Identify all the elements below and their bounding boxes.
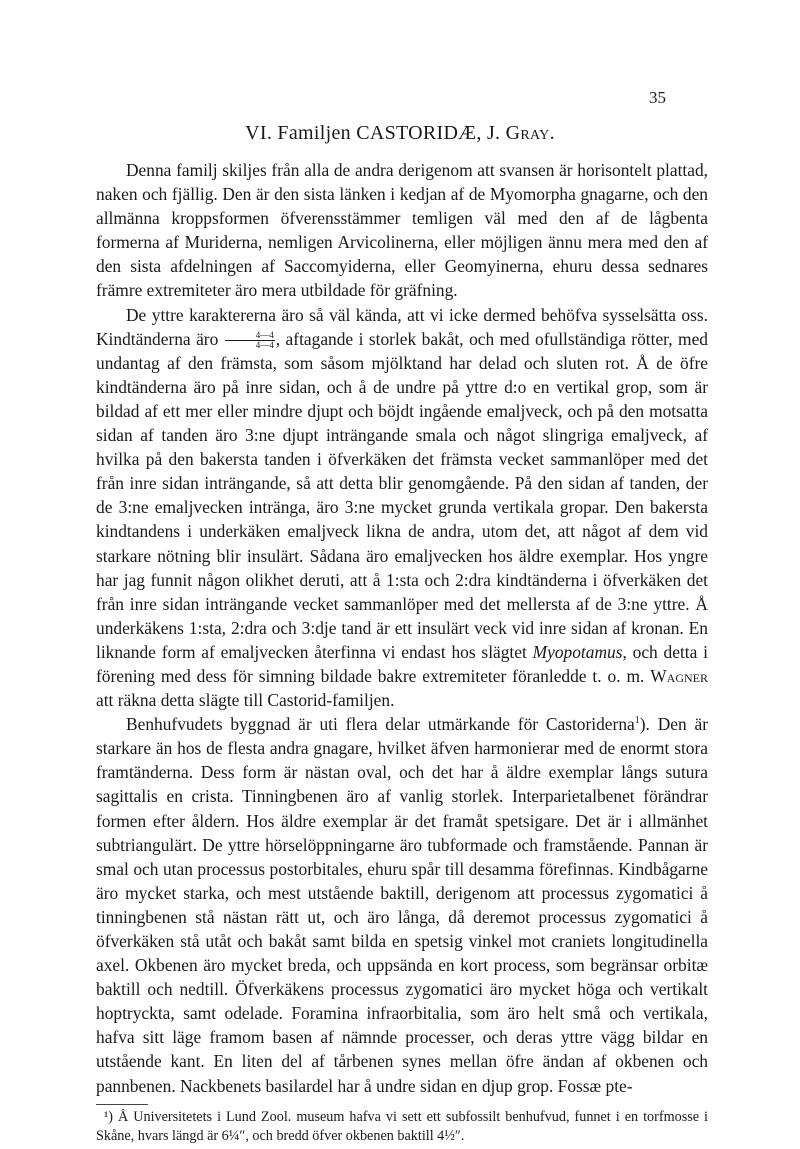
footnote-reference: 1 [634, 715, 640, 727]
fraction-denominator: 4—4 [255, 340, 274, 351]
page-number: 35 [649, 88, 666, 107]
footnote [96, 1108, 708, 1145]
paragraph-1: Denna familj skiljes från alla de andra derigenom att svansen är horisontelt plattad, naken och fjällig. Den är den sista länken i kedjan af de Myomorpha gnagarne, och den allmänna kroppsformen öfverensstämmer temligen väl med den af de lågbenta formerna af Muriderna, nemligen Arvicolinerna, eller möjligen ännu mera med den af den sista afdelningen af Saccomyiderna, eller Geomyinerna, ehuru dessa sednares främre extremiteter äro mera utbildade för gräfning. [96, 160, 708, 301]
section-heading-author: Gray. [505, 122, 555, 144]
author-name-wagner: Wagner [650, 665, 708, 686]
paragraph-3-text-b: ). Den är starkare än hos de flesta andra gnagare, hvilket äfven harmonierar med de enormt stora framtänderna. Dess form är nästan oval, och det har å äldre exemplar långs sutura sagittalis en crista. Tinningbenen äro af vanlig storlek. Interparietalbenet förändrar formen efter åldern. Hos äldre exemplar är det framåt spetsigare. Det är i allmänhet subtriangulärt. De yttre hörselöppningarne äro tubformade och framstående. Pannan är smal och utan processus postorbitales, ehuru spår till desamma förefinnas. Kindbågarne äro mycket starka, och mest utstående baktill, derigenom att processus zygomatici å tinningbenen stå nästan rätt ut, och äro långa, då deremot processus zygomatici å öfverkäken stå utåt och bakåt samt bilda en spetsig vinkel mot craniets longitudinella axel. Okbenen äro mycket breda, och uppsända en kort process, som begränsar orbitæ baktill och nedtill. Öfverkäkens processus zygomatici äro mycket höga och vertikalt hoptryckta, samt odelade. Foramina infraorbitalia, som äro helt små och vertikala, hafva sitt läge framom basen af nämnde processer, och deras yttre vägg bildar en utstående kant. En liten del af tårbenen synes mellan öfre ändan af okbenen och pannbenen. Nackbenets basilardel har å undre sidan en djup grop. Fossæ pte- [96, 714, 708, 1096]
tooth-formula-fraction [225, 331, 275, 350]
section-heading [0, 122, 800, 145]
footnote-divider [96, 1104, 148, 1105]
footnote-marker: ¹) [104, 1109, 113, 1125]
paragraph-2 [96, 303, 708, 713]
paragraph-3-text-a: Benhufvudets byggnad är uti flera delar utmärkande för Castoriderna [126, 714, 635, 735]
genus-name-myopotamus: Myopotamus [532, 641, 623, 662]
section-heading-title: VI. Familjen CASTORIDÆ, J. [245, 122, 501, 144]
fraction-numerator: 4—4 [225, 331, 275, 341]
footnote-text: Å Universitetets i Lund Zool. museum hafva vi sett ett subfossilt benhufvud, funnet i en torfmosse i Skåne, hvars längd är 6¼″, och bredd öfver okbenen baktill 4½″. [96, 1109, 709, 1144]
paragraph-2-text-d: att räkna detta slägte till Castorid-familjen. [96, 690, 395, 711]
body-text [96, 158, 708, 1098]
paragraph-2-text-b: , aftagande i storlek bakåt, och med ofullständiga rötter, med undantag af den främsta, som såsom mjölktand har delad och sluten rot. Å de öfre kindtänderna äro på inre sidan, och å de undre på yttre d:o en vertikal grop, som är bildad af ett mer eller mindre djupt och böjdt ingående emaljveck, och på den motsatta sidan af tanden äro 3:ne djupt inträngande smala och något slingriga emaljveck, af hvilka på den bakersta tanden i öfverkäken det främsta vecket sammanlöper med det från inre sidan inträngande, så att detta blir genomgående. På den sidan af tanden, der de 3:ne emaljvecken intränga, äro 3:ne mycket grunda vertikala gropar. Den bakersta kindtandens i underkäken emaljveck likna de andra, utom det, att något af dem vid starkare nötning blir insulärt. Sådana äro emaljvecken hos äldre exemplar. Hos yngre har jag funnit någon olikhet deruti, att å 1:sta och 2:dra kindtänderna i öfverkäken det från inre sidan inträngande vecket sammanlöper med det mellersta af de 3:ne yttre. Å underkäkens 1:sta, 2:dra och 3:dje tand är ett insulärt veck vid inre sidan af kronan. En liknande form af emaljvecken återfinna vi endast hos slägtet [96, 328, 708, 662]
paragraph-2-text-c: , och detta i förening med dess för simning bildade bakre extremiteter föranledde t. o. m. [96, 641, 708, 686]
paragraph-2-text-a: De yttre karaktererna äro så väl kända, att vi icke dermed behöfva sysselsätta oss. Kindtänderna äro [96, 304, 708, 349]
paragraph-3 [96, 712, 708, 1098]
